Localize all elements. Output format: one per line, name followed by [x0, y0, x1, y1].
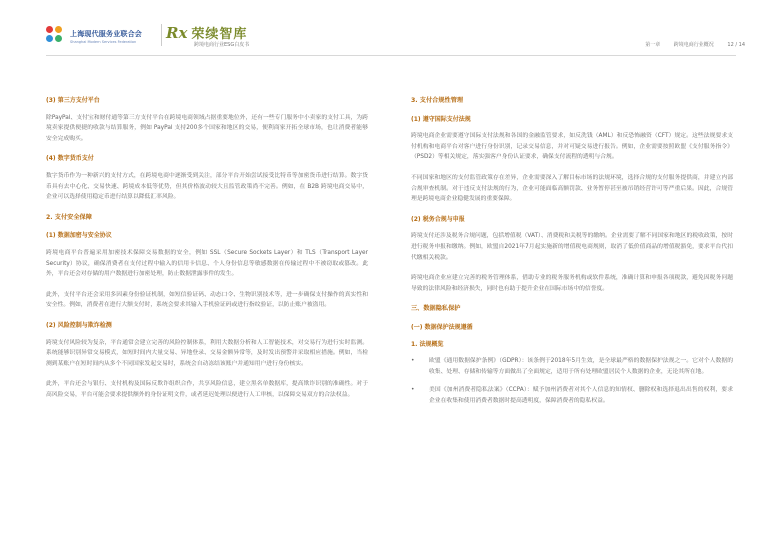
document-subtitle: 跨境电商行业ESG白皮书	[194, 42, 250, 48]
chapter-label: 第一章	[645, 42, 661, 48]
paragraph: 跨境支付风险较为复杂，平台通常会建立完善的风险控制体系，利用大数据分析和人工智能技术，对交易行为进行实时监测。系统能够识别异常交易模式，如短时间内大量交易、异地登录、交易金额异常等，及时发出预警并采取相应措施。例如，当检测到某账户在短时间内从多个不同国家发起交易时，系统会自动冻结该账户并通知用户进行身份核实。	[46, 339, 368, 367]
paragraph: 跨境电商平台普遍采用加密技术保障交易数据的安全，例如 SSL（Secure Sockets Layer）和 TLS（Transport Layer Security）协议，确保消费者在支付过程中输入的信用卡信息、个人身份信息等敏感数据在传输过程中不被窃取或篡改。此外，平台还会对存储的用户数据进行加密处理，防止数据泄露事件的发生。	[46, 249, 368, 278]
paragraph: 此外，支付平台还会采用多因素身份验证机制，如短信验证码、动态口令、生物识别技术等，进一步确保支付操作的真实性和安全性。例如，消费者在进行大额支付时，系统会要求其输入手机验证码或进行指纹验证，以防止账户被盗用。	[46, 291, 368, 309]
paragraph: 跨境支付还涉及税务合规问题，包括增值税（VAT）、消费税和关税等的缴纳。企业需要了解不同国家和地区的税收政策，按时进行税务申报和缴纳。例如，欧盟自2021年7月起实施新的增值税电商规则，取消了低价值商品的增值税豁免，要求平台代扣代缴相关税款。	[411, 233, 733, 261]
bullet-text: 美国《加州消费者隐私法案》（CCPA）：赋予加州消费者对其个人信息的知情权、删除权和选择退出出售的权利，要求企业在收集和使用消费者数据时提高透明度，保障消费者的隐私权益。	[429, 387, 733, 404]
paragraph: 此外，平台还会与银行、支付机构及国际反欺诈组织合作，共享风险信息，建立黑名单数据库，提高欺诈识别的准确性。对于高风险交易，平台可能会要求提供额外的身份证明文件，或者延迟处理以便进行人工审核，以保障交易双方的合法权益。	[46, 381, 368, 398]
page-number: 12 / 14	[727, 42, 745, 48]
subheading: (1) 遵守国际支付法规	[411, 115, 471, 123]
page-header	[0, 0, 781, 78]
org2-name: 荣续智库	[191, 27, 248, 42]
left-column	[46, 96, 368, 410]
section-heading: 3. 支付合规性管理	[411, 97, 464, 104]
right-column	[411, 96, 733, 414]
paragraph: 数字货币作为一种新兴的支付方式，在跨境电商中逐渐受到关注，部分平台开始尝试接受比特币等加密货币进行结算。数字货币具有去中心化、交易快速、跨境成本低等优势，但其价格波动较大且监管政策尚不完善。例如，在 B2B 跨境电商交易中，企业可以选择使用稳定币进行结算以降低汇率风险。	[46, 172, 368, 201]
org1-name-en: Shanghai Modern Services Federation	[70, 39, 137, 44]
logo-divider	[161, 24, 162, 46]
flower-logo-icon	[46, 26, 66, 46]
rx-logo-icon: Rx	[166, 23, 188, 42]
bullet-item	[411, 356, 733, 377]
paragraph: 不同国家和地区的支付监管政策存在差异，企业需要深入了解目标市场的法规环境，选择合规的支付服务提供商，并建立内部合规审查机制。对于违反支付法规的行为，企业可能面临高额罚款、业务暂停甚至被吊销经营许可等严重后果。因此，合规管理是跨境电商企业稳健发展的重要保障。	[411, 174, 733, 203]
subheading: (一) 数据保护法规遵循	[411, 323, 473, 331]
header-divider	[46, 55, 736, 56]
bullet-item	[411, 385, 733, 406]
subheading: (2) 风险控制与欺诈检测	[46, 321, 112, 329]
paragraph: 跨境电商企业需要遵守国际支付法规和各国的金融监管要求，如反洗钱（AML）和反恐怖融资（CFT）规定。这些法规要求支付机构和电商平台对客户进行身份识别，记录交易信息，并对可疑交易进行报告。例如，企业需要按照欧盟《支付服务指令》（PSD2）等相关规定，落实强客户身份认证要求，确保支付流程的透明与合规。	[411, 133, 733, 161]
bullet-icon: •	[411, 358, 415, 365]
bullet-text: 欧盟《通用数据保护条例》（GDPR）：该条例于2018年5月生效，是全球最严格的数据保护法规之一。它对个人数据的收集、处理、存储和传输等方面做出了全面规定，适用于所有处理欧盟居民个人数据的企业，无论其所在地。	[429, 358, 733, 375]
subheading: (2) 税务合规与申报	[411, 215, 465, 223]
paragraph: 跨境电商企业应建立完善的税务管理体系，借助专业的税务服务机构或软件系统，准确计算和申报各项税款，避免因税务问题导致的法律风险和经济损失，同时也有助于提升企业在国际市场中的信誉度。	[411, 275, 733, 292]
org2-logo	[166, 23, 247, 42]
chapter-section-heading: 三、数据隐私保护	[411, 305, 461, 313]
header-chapter-info	[645, 41, 745, 48]
subheading: 1. 法规概览	[411, 340, 444, 348]
org1-logo	[46, 26, 142, 46]
subheading: (3) 第三方支付平台	[46, 97, 100, 104]
org1-name: 上海现代服务业联合会	[70, 29, 142, 38]
chapter-title: 跨境电商行业概况	[673, 42, 714, 48]
paragraph: 除PayPal、支付宝和财付通等第三方支付平台在跨境电商领域占据重要地位外，还有一些专门服务中小卖家的支付工具，为跨境卖家提供便捷的收款与结算服务，例如 PayPal 支持200多个国家和地区的交易，便利商家开拓全球市场，也让消费者能够安全完成购买。	[46, 114, 368, 142]
bullet-icon: •	[411, 387, 415, 394]
subheading: (1) 数据加密与安全协议	[46, 232, 112, 240]
subheading: (4) 数字货币支付	[46, 155, 94, 163]
section-heading: 2. 支付安全保障	[46, 213, 92, 221]
